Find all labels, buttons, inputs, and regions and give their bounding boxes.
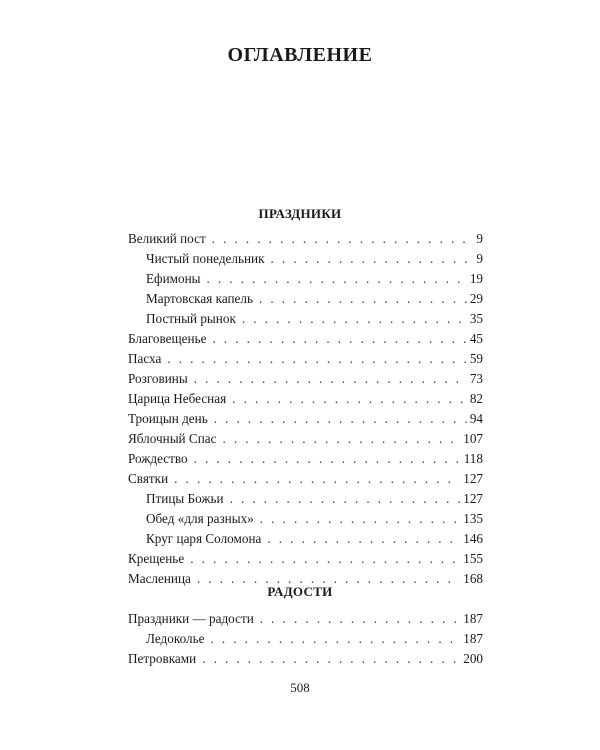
toc-entry-page: 107: [463, 431, 483, 446]
toc-entry-page: 118: [463, 451, 483, 466]
dot-leader: [212, 329, 466, 349]
dot-leader: [267, 529, 460, 549]
toc-entry-title: Ледоколье: [146, 631, 205, 646]
toc-entry-page: 35: [469, 311, 483, 326]
dot-leader: [214, 409, 467, 429]
toc-entry-title: Чистый понедельник: [146, 251, 265, 266]
toc-entry: [128, 269, 483, 289]
page-title: ОГЛАВЛЕНИЕ: [227, 44, 373, 66]
toc-entry: [128, 629, 483, 649]
dot-leader: [202, 649, 460, 669]
toc-entry-page: 168: [463, 571, 483, 586]
section-heading-holidays: ПРАЗДНИКИ: [258, 206, 342, 221]
dot-leader: [230, 489, 461, 509]
page-number: 508: [290, 680, 310, 695]
toc-entry-title: Рождество: [128, 451, 188, 466]
toc-entry: [128, 469, 483, 489]
toc-entry-page: 200: [463, 651, 483, 666]
dot-leader: [174, 469, 460, 489]
dot-leader: [260, 509, 460, 529]
toc-entry: [128, 229, 483, 249]
toc-entry-page: 127: [463, 491, 483, 506]
toc-entry-page: 155: [463, 551, 483, 566]
toc-entry: [128, 309, 483, 329]
toc-entry-page: 29: [469, 291, 483, 306]
toc-entry-title: Пасха: [128, 351, 162, 366]
dot-leader: [232, 389, 467, 409]
toc-entry-page: 82: [469, 391, 483, 406]
toc-entry-title: Царица Небесная: [128, 391, 227, 406]
dot-leader: [190, 549, 460, 569]
toc-entry-page: 59: [469, 351, 483, 366]
dot-leader: [194, 449, 461, 469]
section-heading-joys: РАДОСТИ: [267, 584, 333, 599]
toc-entry-title: Праздники — радости: [128, 611, 254, 626]
toc-entry-title: Ефимоны: [146, 271, 201, 286]
toc-entry-page: 187: [463, 631, 483, 646]
toc-entry-title: Масленица: [128, 571, 191, 586]
toc-entry-title: Розговины: [128, 371, 188, 386]
toc-entry: [128, 389, 483, 409]
toc-entry-title: Великий пост: [128, 231, 206, 246]
dot-leader: [271, 249, 474, 269]
toc-entry: [128, 509, 483, 529]
toc-entry-title: Яблочный Спас: [128, 431, 217, 446]
dot-leader: [207, 269, 467, 289]
toc-entry: [128, 549, 483, 569]
toc-entry: [128, 369, 483, 389]
toc-entry: [128, 489, 483, 509]
dot-leader: [210, 629, 460, 649]
toc-entry: [128, 449, 483, 469]
toc-entry-title: Петровками: [128, 651, 197, 666]
toc-entry-title: Троицын день: [128, 411, 208, 426]
toc-entry-page: 19: [469, 271, 483, 286]
toc-entry: [128, 409, 483, 429]
toc-entry-page: 94: [469, 411, 483, 426]
dot-leader: [167, 349, 466, 369]
dot-leader: [194, 369, 467, 389]
toc-entry-title: Обед «для разных»: [146, 511, 254, 526]
toc-entry: [128, 649, 483, 669]
dot-leader: [242, 309, 467, 329]
toc-entry: [128, 609, 483, 629]
dot-leader: [222, 429, 460, 449]
toc-entry-title: Святки: [128, 471, 169, 486]
toc-entry-page: 73: [469, 371, 483, 386]
toc-entry-page: 135: [463, 511, 483, 526]
dot-leader: [212, 229, 474, 249]
toc-entry-page: 146: [463, 531, 483, 546]
toc-entry-page: 127: [463, 471, 483, 486]
toc-entry: [128, 289, 483, 309]
toc-entry: [128, 429, 483, 449]
toc-entry-page: 187: [463, 611, 483, 626]
toc-entry-page: 9: [476, 231, 483, 246]
toc-entry: [128, 529, 483, 549]
toc-entry-page: 9: [476, 251, 483, 266]
dot-leader: [260, 609, 460, 629]
toc-entry-title: Крещенье: [128, 551, 185, 566]
toc-entry: [128, 249, 483, 269]
dot-leader: [259, 289, 467, 309]
toc-entry-title: Круг царя Соломона: [146, 531, 262, 546]
toc-entry: [128, 329, 483, 349]
toc-entry-title: Постный рынок: [146, 311, 236, 326]
toc-entry-title: Птицы Божьи: [146, 491, 224, 506]
toc-entry-title: Благовещенье: [128, 331, 207, 346]
toc-list-joys: [128, 609, 483, 669]
toc-list-holidays: [128, 229, 483, 589]
toc-entry-page: 45: [469, 331, 483, 346]
toc-entry-title: Мартовская капель: [146, 291, 253, 306]
toc-entry: [128, 349, 483, 369]
